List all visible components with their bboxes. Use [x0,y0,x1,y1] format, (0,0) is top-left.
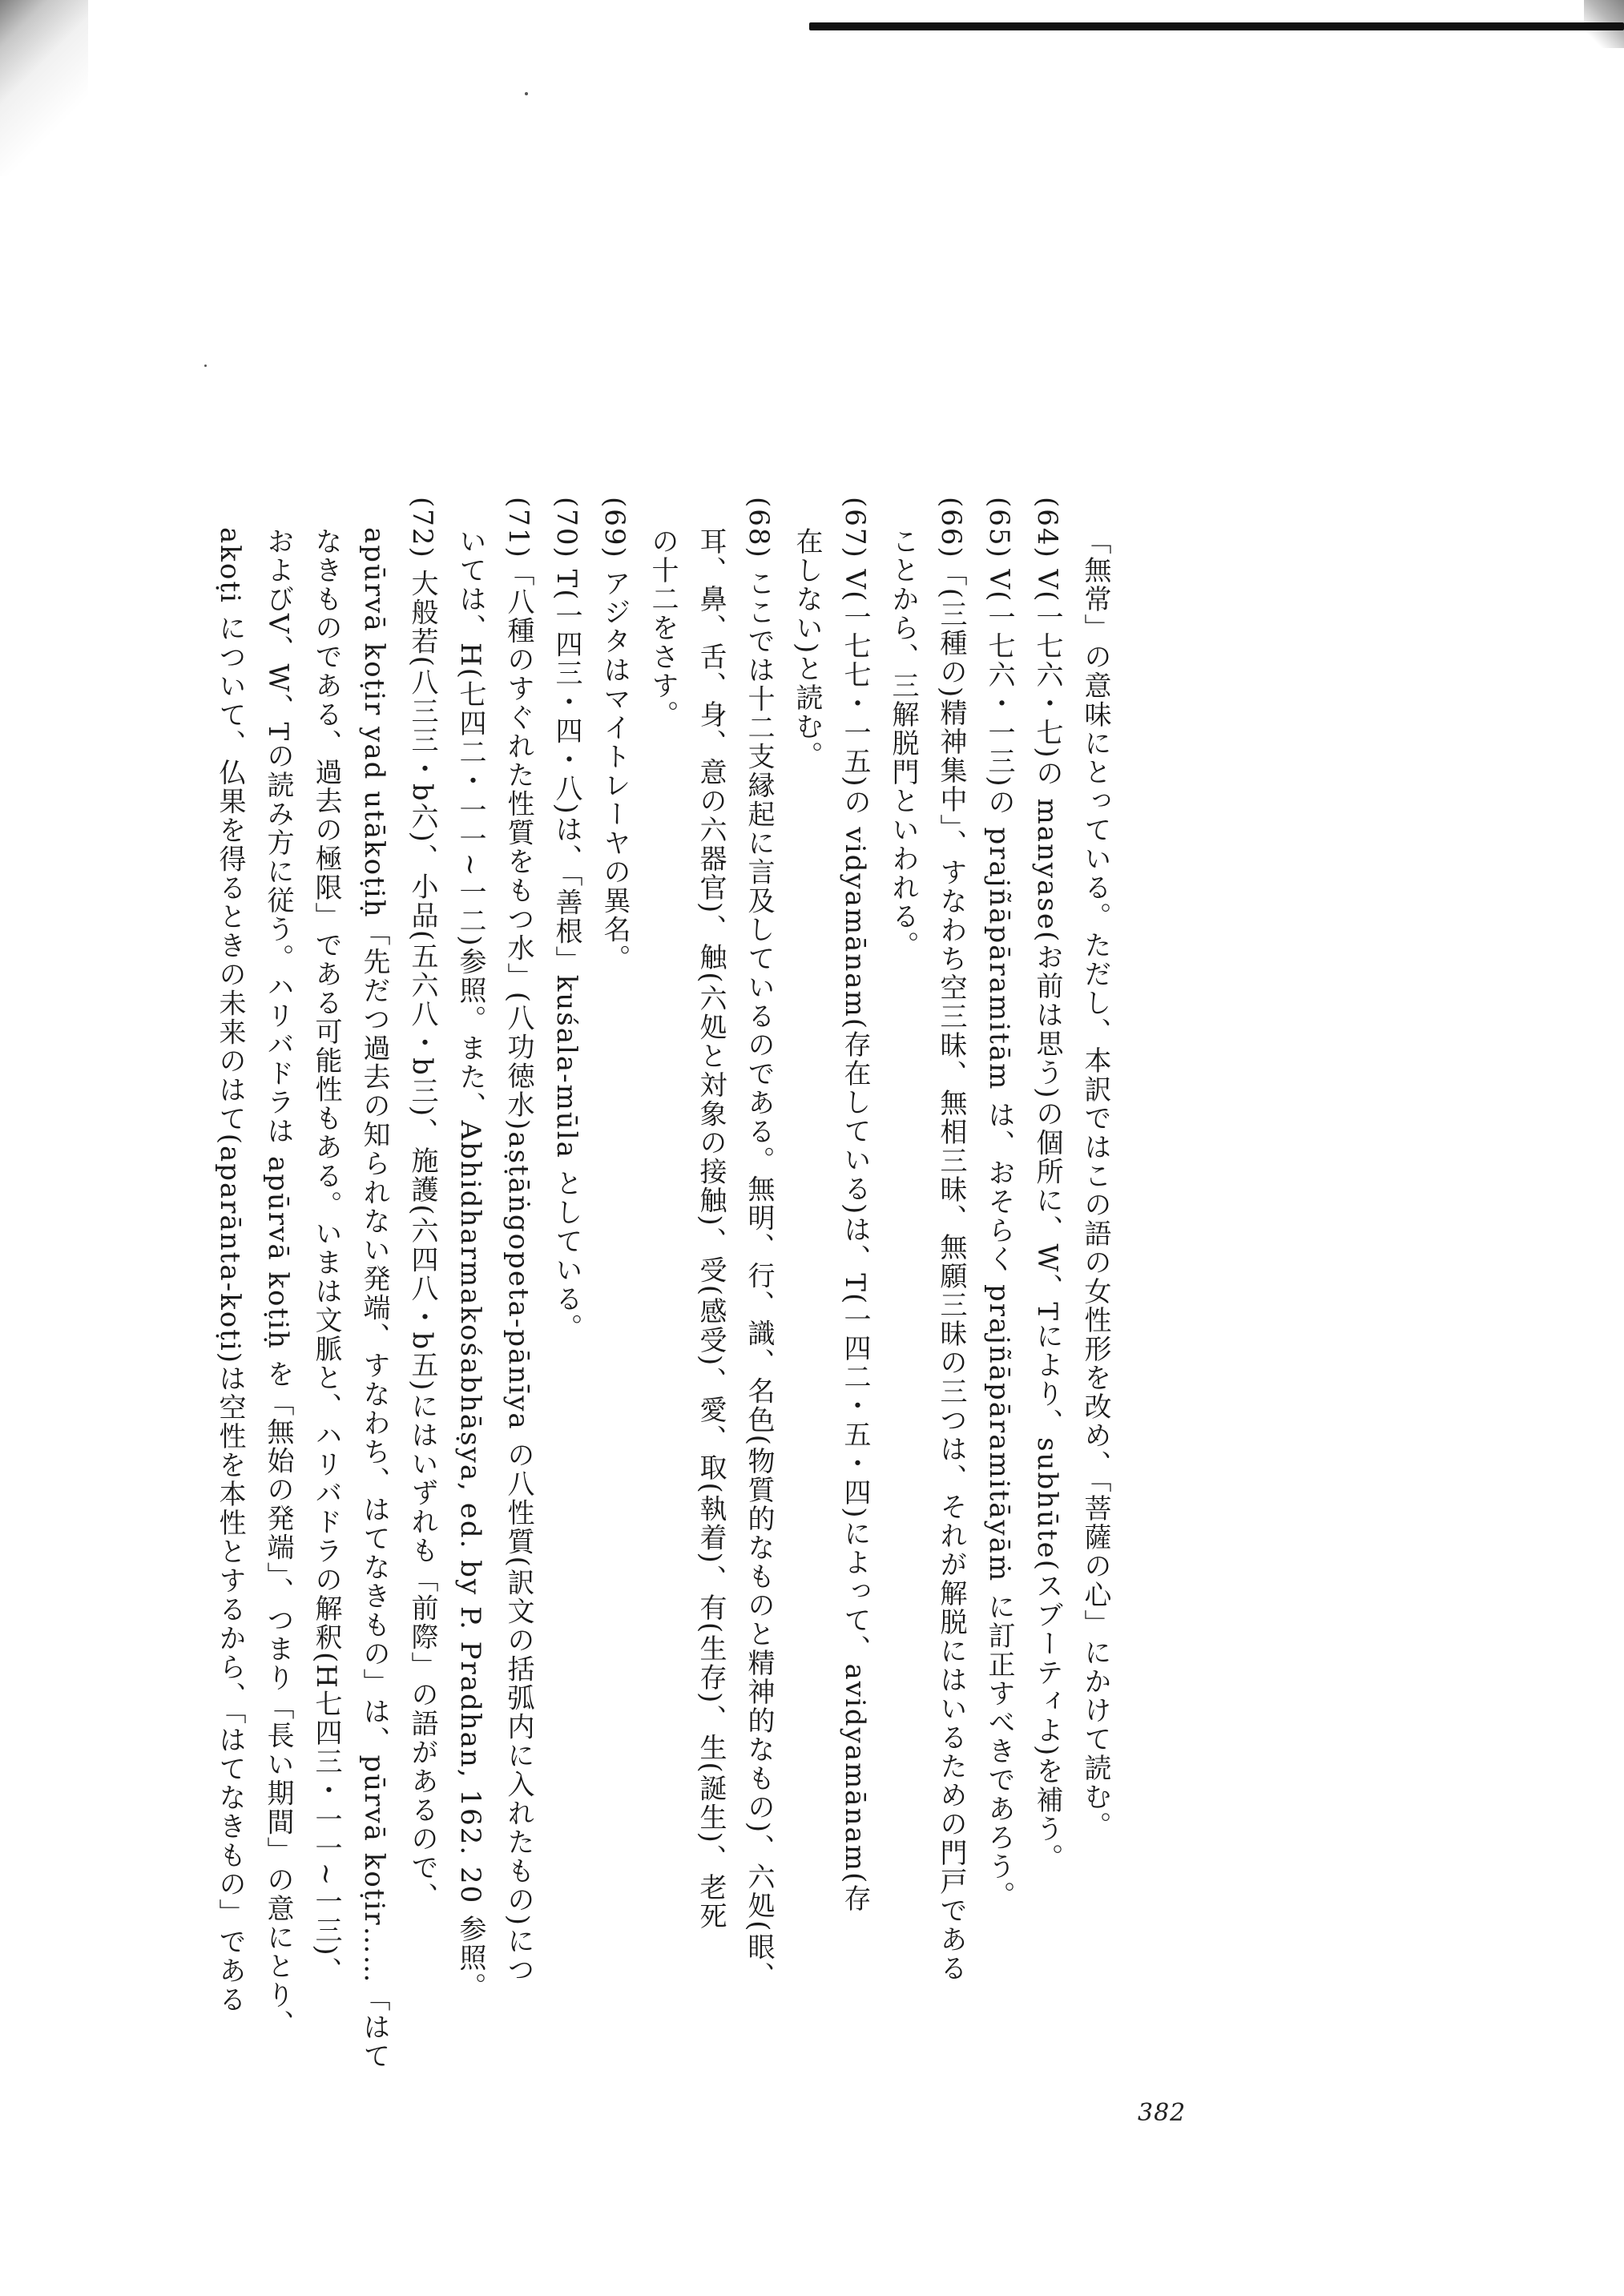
annotation-text-block [206,497,1119,2071]
note-65: (65) V(一七六・一三)の prajñāpāramitām は、おそらく prajñāpāramitāyāṁ に訂正すべきであろう。 [983,497,1015,1911]
text-line: 「無常」の意味にとっている。ただし、本訳ではこの語の女性形を改め、「菩薩の心」にかけて読む。 [1079,527,1111,1840]
text-line: apūrvā koṭir yad utākoṭiḥ「先だつ過去の知られない発端、すなわち、はてなきもの」は、pūrvā koṭir……「はて [358,527,390,2071]
note-72: (72) 大般若(八三三・b六)、小品(五六八・b三)、施護(六四八・b五)にはいずれも「前際」の語があるので、 [406,497,438,1911]
text-line: akoṭi について、仏果を得るときの未来のはて(aparānta-koṭi)は空性を本性とするから、「はてなきもの」である [214,527,246,2014]
note-66: (66)「(三種の)精神集中」、すなわち空三昧、無相三昧、無願三昧の三つは、それが解脱にはいるための門戸である [935,497,967,1984]
text-line: の十二をさす。 [647,527,679,729]
text-line: 耳、鼻、舌、身、意の六器官)、触(六処と対象の接触)、受(感受)、愛、取(執着)、有(生存)、生(誕生)、老死 [695,527,727,1931]
note-68: (68) ここでは十二支縁起に言及しているのである。無明、行、識、名色(物質的なものと精神的なもの)、六処(眼、 [743,497,775,1991]
top-edge-rule [809,22,1624,30]
text-line: ことから、三解脱門といわれる。 [887,527,919,960]
text-line: 在しない)と読む。 [791,527,823,771]
note-64: (64) V(一七六・七)の manyase(お前は思う)の個所に、W、Tにより、subhūte(スブーティよ)を補う。 [1031,497,1063,1873]
note-71: (71)「八種のすぐれた性質をもつ水」(八功徳水)aṣṭāṅgopeta-pānīya の八性質(訳文の括弧内に入れたもの)につ [502,497,534,1985]
text-line: いては、H(七四二・一一~一二)参照。また、Abhidharmakośabhāṣya, ed. by P. Pradhan, 162. 20 参照。 [454,527,486,2002]
scan-speck [204,365,207,367]
note-70: (70) T(一四三・四・八)は、「善根」kuśala-mūla としている。 [550,497,582,1343]
scan-speck [525,92,528,95]
page-number: 382 [1138,2099,1187,2127]
scan-corner-shadow [0,0,88,176]
text-line: およびV、W、Tの読み方に従う。ハリバドラは apūrvā koṭiḥ を「無始の発端」、つまり「長い期間」の意にとり、 [262,527,294,2039]
note-69: (69) アジタはマイトレーヤの異名。 [598,497,631,973]
note-67: (67) V(一七七・一五)の vidyamānam(存在している)は、T(一四二・五・四)によって、avidyamānam(存 [839,497,871,1914]
text-line: なきものである、過去の極限」である可能性もある。いまは文脈と、ハリバドラの解釈(H七四三・一一~一三)、 [310,527,342,1986]
